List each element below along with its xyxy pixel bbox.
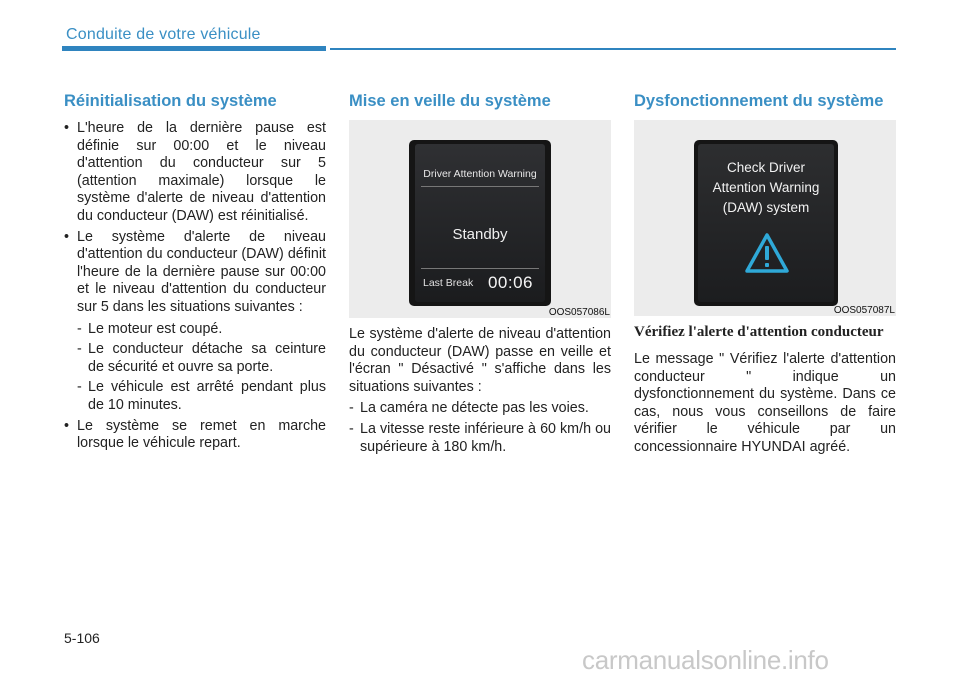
- standby-paragraph: Le système d'alerte de niveau d'attention du conducteur (DAW) passe en veille et l'écran " Désactivé " s'affiche dans les situations suivantes :: [349, 326, 611, 395]
- chapter-title: Conduite de votre véhicule: [66, 26, 261, 43]
- list-item: - La vitesse reste inférieure à 60 km/h ou supérieure à 180 km/h.: [349, 421, 611, 456]
- list-item: • Le système se remet en marche lorsque le véhicule repart.: [64, 418, 326, 453]
- warning-line-1: Check Driver: [726, 160, 805, 175]
- subheading: Vérifiez l'alerte d'attention conducteur: [634, 324, 884, 340]
- list-item: • L'heure de la dernière pause est définie sur 00:00 et le niveau d'attention du conducteur sur 5 (attention maximale) lorsque le système d'alerte de niveau d'attention du conducteur (DAW) est réinitialisé.: [64, 120, 326, 226]
- column-malfunction: [634, 92, 896, 457]
- figure-code: OOS057086L: [548, 307, 610, 318]
- divider: [421, 268, 539, 269]
- column-standby: [349, 92, 611, 459]
- sub-list-item: - Le moteur est coupé.: [77, 321, 326, 339]
- standby-list: [349, 400, 611, 456]
- section-heading-malfunction: Dysfonctionnement du système: [634, 92, 884, 110]
- list-item: [64, 229, 326, 415]
- last-break-time: 00:06: [487, 273, 533, 292]
- standby-figure: [349, 120, 611, 318]
- reset-bullet-list: [64, 120, 326, 453]
- warning-line-2: Attention Warning: [712, 180, 820, 195]
- sub-list-item: - Le conducteur détache sa ceinture de sécurité et ouvre sa porte.: [77, 341, 326, 376]
- sub-list-item: - Le véhicule est arrêté pendant plus de 10 minutes.: [77, 379, 326, 414]
- malfunction-figure: [634, 120, 896, 316]
- warning-line-3: (DAW) system: [722, 200, 810, 215]
- section-heading-reset: Réinitialisation du système: [64, 92, 277, 110]
- display-title: Driver Attention Warning: [423, 168, 537, 180]
- column-reset: [64, 92, 326, 456]
- cluster-display: [409, 140, 551, 306]
- malfunction-paragraph: Le message " Vérifiez l'alerte d'attention conducteur " indique un dysfonctionnement du système. Dans ce cas, nous vous conseillons de faire vérifier le véhicule par un concessionnaire HYUNDAI agréé.: [634, 351, 896, 455]
- list-item-text: Le système d'alerte de niveau d'attention du conducteur (DAW) définit l'heure de la dernière pause sur 00:00 et le niveau d'attention du conducteur sur 5 dans les situations suivantes :: [77, 228, 326, 315]
- divider: [421, 186, 539, 187]
- sub-list: [77, 321, 326, 415]
- last-break-label: Last Break: [423, 277, 474, 289]
- figure-code: OOS057087L: [833, 305, 895, 316]
- cluster-display: [694, 140, 838, 306]
- warning-triangle-icon: [744, 232, 790, 274]
- list-item: - La caméra ne détecte pas les voies.: [349, 400, 611, 418]
- page-number: 5-106: [64, 630, 100, 646]
- watermark: carmanualsonline.info: [582, 645, 829, 675]
- header-rule-thin: [330, 48, 896, 50]
- header-rule-thick: [62, 46, 326, 51]
- section-heading-standby: Mise en veille du système: [349, 92, 551, 110]
- display-status: Standby: [452, 226, 508, 243]
